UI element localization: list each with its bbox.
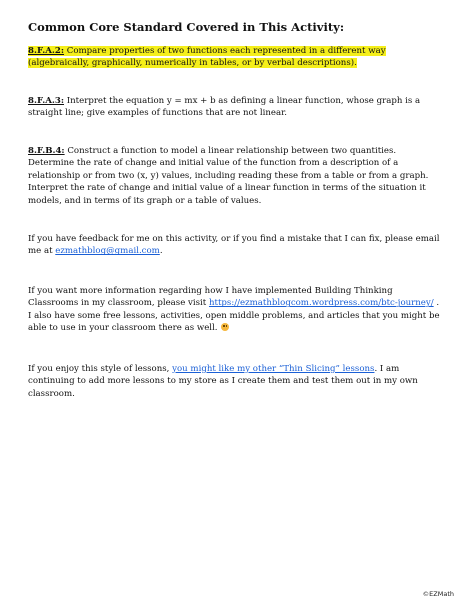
- feedback-paragraph: [28, 233, 444, 258]
- standard-text: Interpret the equation y = mx + b as defining a linear function, whose graph is a straight line; give examples of functions that are not linear.: [28, 95, 421, 119]
- highlight: [28, 46, 386, 68]
- standard-code: 8.F.A.2:: [28, 45, 65, 56]
- document-page: [28, 20, 444, 400]
- thin-slicing-text: If you enjoy this style of lessons,: [28, 363, 173, 374]
- thin-slicing-after: . I am continuing to add more lessons to my store as I create them and test them out in my own classroom.: [28, 363, 418, 399]
- page-title: Common Core Standard Covered in This Activity:: [28, 20, 345, 34]
- standard-code: 8.F.A.3:: [28, 95, 65, 106]
- standard-text: Construct a function to model a linear relationship between two quantities. Determine the rate of change and initial value of the function from a description of a relationship or from two (x, y) values, including reading these from a table or from a graph. Interpret the rate of change and initial value of a linear function in terms of the situation it models, and in terms of its graph or a table of values.: [28, 145, 429, 206]
- smiling-face-icon: [221, 323, 229, 331]
- feedback-after: .: [159, 246, 163, 257]
- standard-text: Compare properties of two functions each represented in a different way (algebraically, graphically, numerically in tables, or by verbal descriptions).: [28, 45, 386, 69]
- btc-journey-link[interactable]: https://ezmathblogcom.wordpress.com/btc-journey/: [208, 298, 434, 309]
- standard-code: 8.F.B.4:: [28, 145, 65, 156]
- standard-8fa3: [28, 95, 444, 120]
- btc-text: If you want more information regarding how I have implemented Building Thinking Classrooms in my classroom, please visit: [28, 285, 393, 309]
- copyright-footer: ©EZMath: [422, 590, 454, 598]
- email-link[interactable]: ezmathblog@gmail.com: [55, 246, 160, 257]
- btc-after: . I also have some free lessons, activities, open middle problems, and articles that you might be able to use in your classroom there as well.: [28, 298, 440, 334]
- feedback-text: If you have feedback for me on this activity, or if you find a mistake that I can fix, please email me at: [28, 234, 440, 257]
- btc-paragraph: [28, 285, 444, 335]
- standard-8fa2: [28, 45, 444, 70]
- thin-slicing-paragraph: [28, 363, 444, 400]
- standard-8fb4: [28, 145, 444, 207]
- thin-slicing-link[interactable]: you might like my other “Thin Slicing” lessons: [172, 363, 375, 374]
